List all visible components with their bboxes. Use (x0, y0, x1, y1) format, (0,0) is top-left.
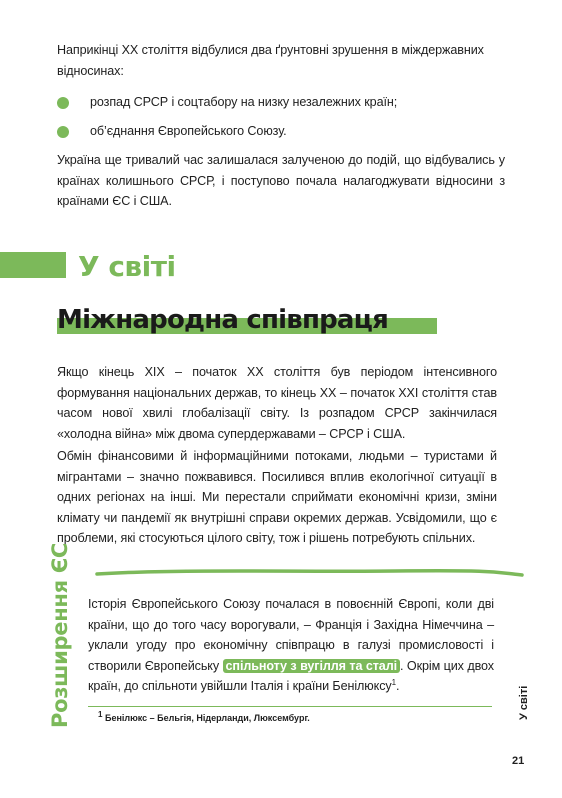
sidebox-vertical-label: Розширення ЄС (48, 542, 72, 728)
sidebox-text-start: Історія Європейського Союзу почалася в повоєнній Європі, коли дві країни, що до того часу ворогували, – Франція і Західна Німеччина – уклали угоду про економічну співпрацю в галузі промисловості і створили Європейську (88, 597, 494, 673)
footnote-number: 1 (98, 710, 103, 719)
bullet-item-1: розпад СРСР і соцтабору на низку незалежних країн; (90, 95, 398, 109)
intro-paragraph-2: Україна ще тривалий час залишалася залученою до подій, що відбувались у країнах колишнього СРСР, і поступово почала налагоджувати відносини з країнами ЄС і США. (57, 153, 505, 208)
brush-stroke-line (95, 560, 525, 584)
bullet-item-2: об’єднання Європейського Союзу. (90, 124, 287, 138)
sidebox-text-after: . Окрім цих двох країн, до спільноти увійшли Італія і країни Бенілюксу (88, 658, 494, 693)
page-number: 21 (512, 755, 525, 767)
body-paragraph-1: Якщо кінець ХІХ – початок ХХ століття був періодом інтенсивного формування національних держав, то кінець ХХ – початок ХХІ століття став часом нової хвилі глобалізації світу. Із розпадом СРСР закінчилася «холодна війна» між двома супердержавами – СРСР і США. (57, 365, 497, 441)
footnote (98, 710, 310, 723)
footnote-divider (88, 706, 492, 707)
bullet-dot-icon (57, 126, 69, 138)
highlight-term: спільноту з вугілля та сталі (223, 659, 400, 673)
footnote-text: Бенілюкс – Бельгія, Нідерланди, Люксембург. (104, 713, 310, 723)
bullet-dot-icon (57, 97, 69, 109)
sidebox-text-end: . (395, 679, 400, 693)
body-paragraph-2: Обмін фінансовими й інформаційними потоками, людьми – туристами й мігрантами – значно пожвавився. Посилився вплив екологічної ситуації в одних регіонах на інші. Ми перестали сприймати економічні кризи, зміни клімату чи пандемії як внутрішні справи окремих держав. Усвідомили, що є проблеми, які стосуються цілого світу, тож і рішень потребують спільних. (57, 449, 497, 545)
footnote-mark: 1 (391, 677, 396, 687)
section-title: У світі (78, 250, 176, 283)
intro-paragraph-1: Наприкінці ХХ століття відбулися два ґрунтовні зрушення в міждержавних відносинах: (57, 43, 484, 78)
sidebox-text (88, 594, 494, 697)
page-heading: Міжнародна співпраця (57, 305, 389, 335)
running-section-label: У світі (518, 685, 530, 720)
section-band (0, 252, 66, 278)
